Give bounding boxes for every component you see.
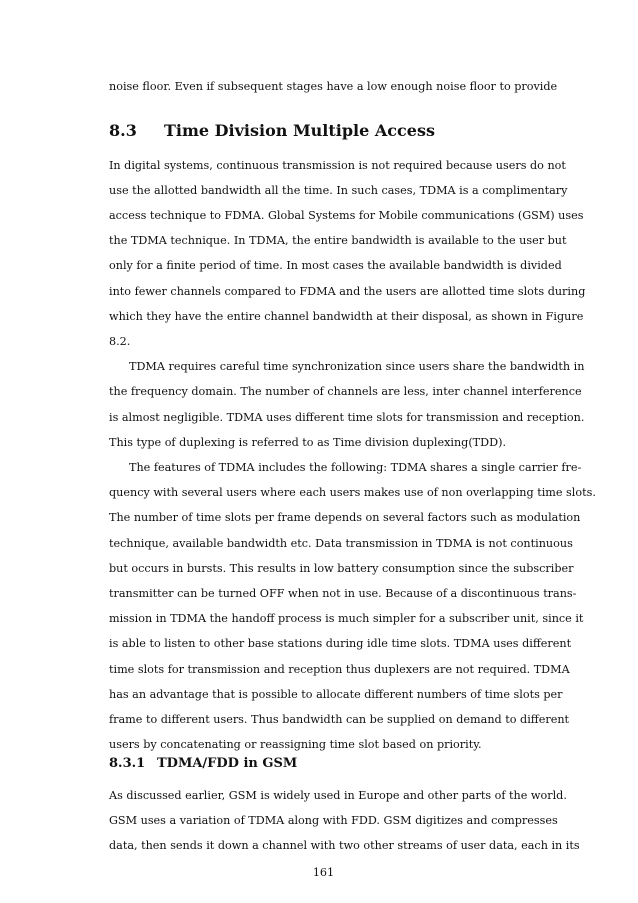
text-line: TDMA requires careful time synchronization since users share the bandwidth in: [129, 360, 585, 373]
text-line: technique, available bandwidth etc. Data transmission in TDMA is not continuous: [109, 537, 573, 550]
text-line: The number of time slots per frame depends on several factors such as modulation: [109, 511, 581, 524]
text-line: only for a finite period of time. In most cases the available bandwidth is divided: [109, 259, 562, 272]
text-line: GSM uses a variation of TDMA along with FDD. GSM digitizes and compresses: [109, 814, 558, 827]
text-line: access technique to FDMA. Global Systems for Mobile communications (GSM) uses: [109, 209, 584, 222]
section-number: 8.3: [109, 121, 137, 140]
text-line: the TDMA technique. In TDMA, the entire bandwidth is available to the user but: [109, 234, 567, 247]
text-line: users by concatenating or reassigning time slot based on priority.: [109, 738, 482, 751]
subsection-title: TDMA/FDD in GSM: [157, 756, 298, 771]
text-line: 8.2.: [109, 335, 131, 348]
text-line: data, then sends it down a channel with two other streams of user data, each in its: [109, 839, 580, 852]
subsection-number: 8.3.1: [109, 756, 146, 771]
text-line: mission in TDMA the handoff process is much simpler for a subscriber unit, since it: [109, 612, 584, 625]
text-line: As discussed earlier, GSM is widely used in Europe and other parts of the world.: [109, 789, 567, 802]
section-heading: [109, 121, 435, 140]
text-line: time slots for transmission and reception thus duplexers are not required. TDMA: [109, 663, 570, 676]
subsection-heading: [109, 756, 297, 771]
page-number: 161: [312, 866, 335, 879]
text-line: has an advantage that is possible to allocate different numbers of time slots per: [109, 688, 563, 701]
text-line: In digital systems, continuous transmission is not required because users do not: [109, 159, 566, 172]
text-line: which they have the entire channel bandwidth at their disposal, as shown in Figure: [109, 310, 584, 323]
text-line: transmitter can be turned OFF when not in use. Because of a discontinuous trans-: [109, 587, 577, 600]
text-line: but occurs in bursts. This results in low battery consumption since the subscriber: [109, 562, 574, 575]
text-line: frame to different users. Thus bandwidth can be supplied on demand to different: [109, 713, 570, 726]
text-line: into fewer channels compared to FDMA and the users are allotted time slots during: [109, 285, 586, 298]
text-line: quency with several users where each users makes use of non overlapping time slots.: [109, 486, 596, 499]
text-line: This type of duplexing is referred to as Time division duplexing(TDD).: [109, 436, 507, 449]
text-line: The features of TDMA includes the following: TDMA shares a single carrier fre-: [129, 461, 582, 474]
text-line: is almost negligible. TDMA uses different time slots for transmission and reception.: [109, 411, 585, 424]
section-title: Time Division Multiple Access: [164, 121, 435, 140]
top-fragment: noise floor. Even if subsequent stages have a low enough noise floor to provide: [109, 80, 558, 93]
text-line: the frequency domain. The number of channels are less, inter channel interference: [109, 385, 582, 398]
text-line: is able to listen to other base stations during idle time slots. TDMA uses different: [109, 637, 572, 650]
text-line: use the allotted bandwidth all the time. In such cases, TDMA is a complimentary: [109, 184, 568, 197]
